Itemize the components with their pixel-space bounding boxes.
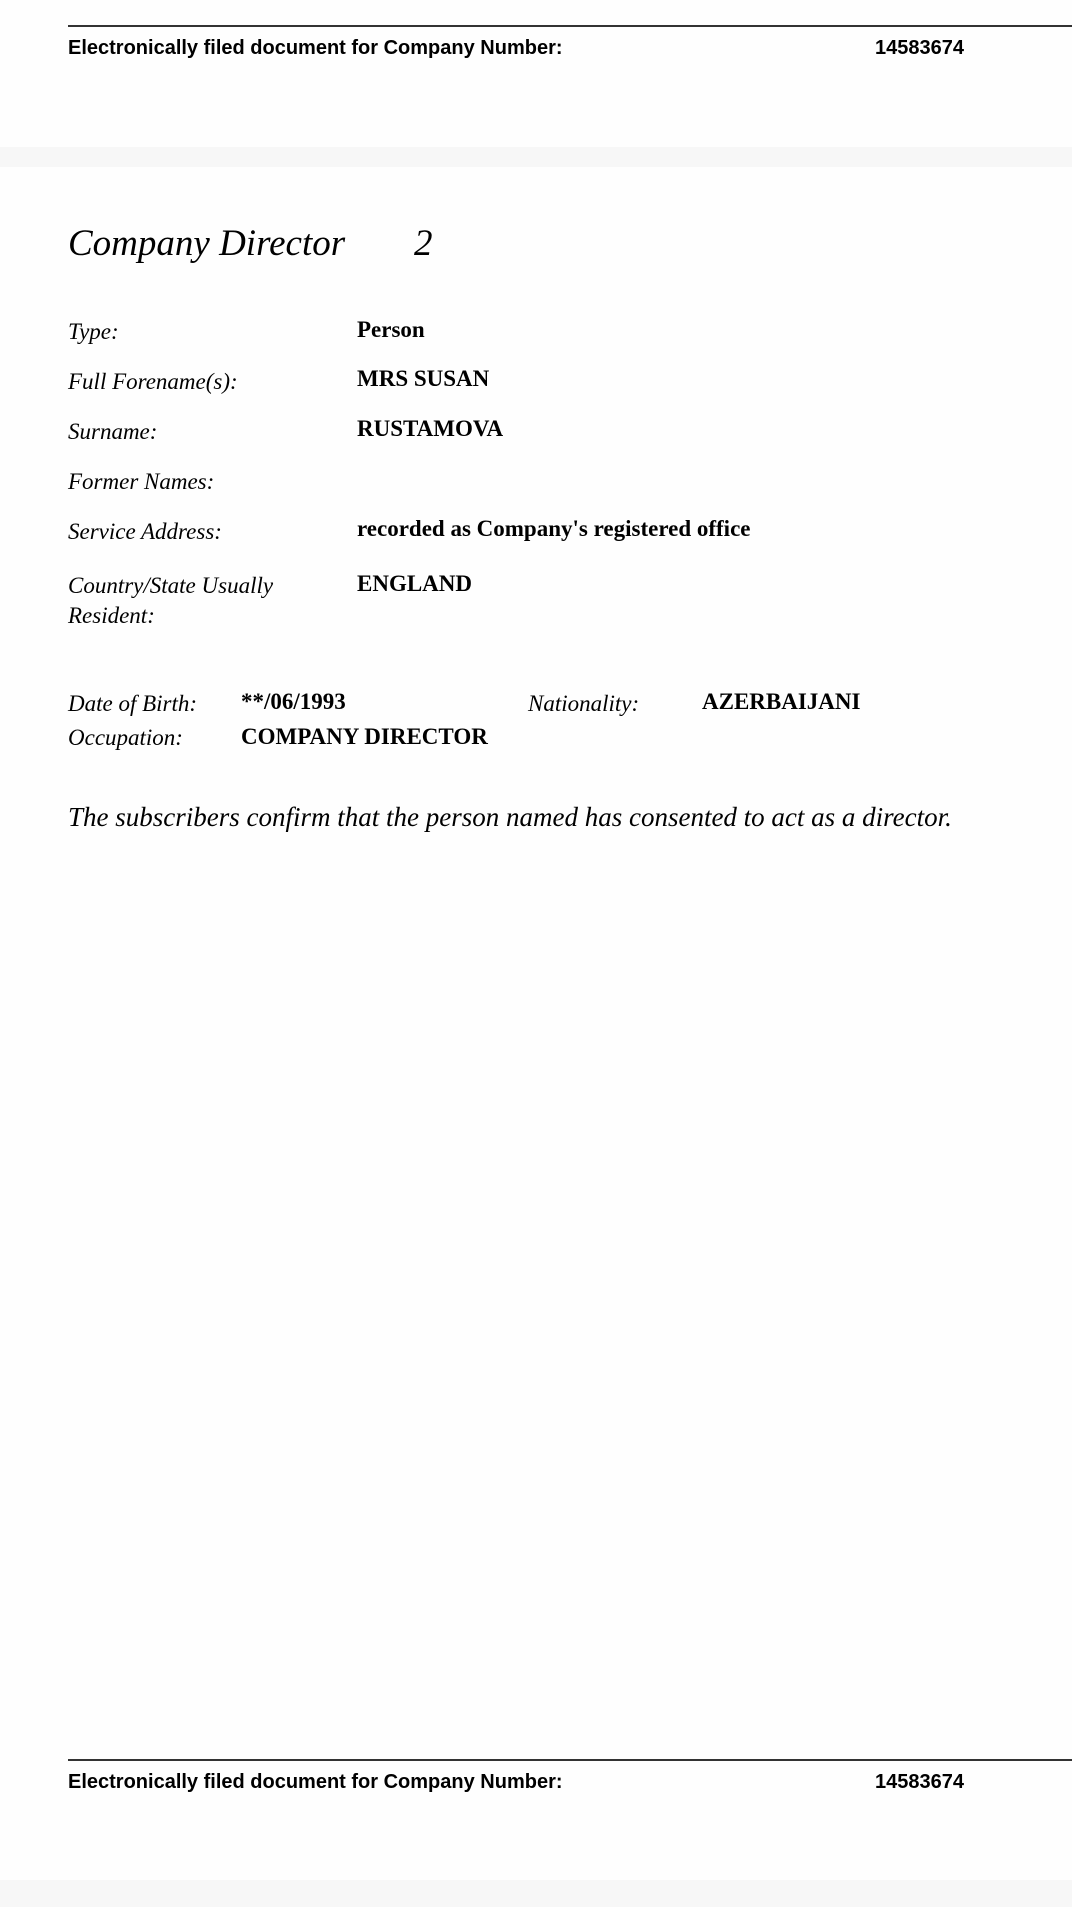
surname-value: RUSTAMOVA	[357, 416, 504, 441]
type-label: Type:	[68, 319, 119, 344]
country-label-line1: Country/State Usually	[68, 573, 274, 598]
service-address-label: Service Address:	[68, 519, 222, 544]
country-value: ENGLAND	[357, 571, 473, 596]
page-separator	[0, 147, 1072, 167]
dob-label: Date of Birth:	[68, 691, 198, 716]
nationality-value: AZERBAIJANI	[702, 689, 861, 714]
footer-company-number: 14583674	[875, 1771, 964, 1793]
section-number: 2	[414, 223, 433, 264]
footer-rule	[68, 1759, 1072, 1761]
occupation-label: Occupation:	[68, 725, 183, 750]
header-label: Electronically filed document for Company Number:	[68, 37, 563, 59]
forenames-label: Full Forename(s):	[68, 369, 238, 394]
header-rule	[68, 25, 1072, 27]
nationality-label: Nationality:	[528, 691, 640, 716]
surname-label: Surname:	[68, 419, 158, 444]
dob-value: **/06/1993	[241, 689, 346, 714]
country-label-line2: Resident:	[68, 603, 155, 628]
header-company-number: 14583674	[875, 37, 964, 59]
page-separator	[0, 1880, 1072, 1907]
consent-statement: The subscribers confirm that the person named has consented to act as a director.	[68, 802, 952, 832]
service-address-value: recorded as Company's registered office	[357, 516, 751, 541]
footer-label: Electronically filed document for Company Number:	[68, 1771, 563, 1793]
country-label	[68, 571, 273, 631]
section-title: Company Director	[68, 223, 346, 264]
forenames-value: MRS SUSAN	[357, 366, 490, 391]
type-value: Person	[357, 317, 425, 342]
former-names-label: Former Names:	[68, 469, 215, 494]
occupation-value: COMPANY DIRECTOR	[241, 724, 488, 749]
